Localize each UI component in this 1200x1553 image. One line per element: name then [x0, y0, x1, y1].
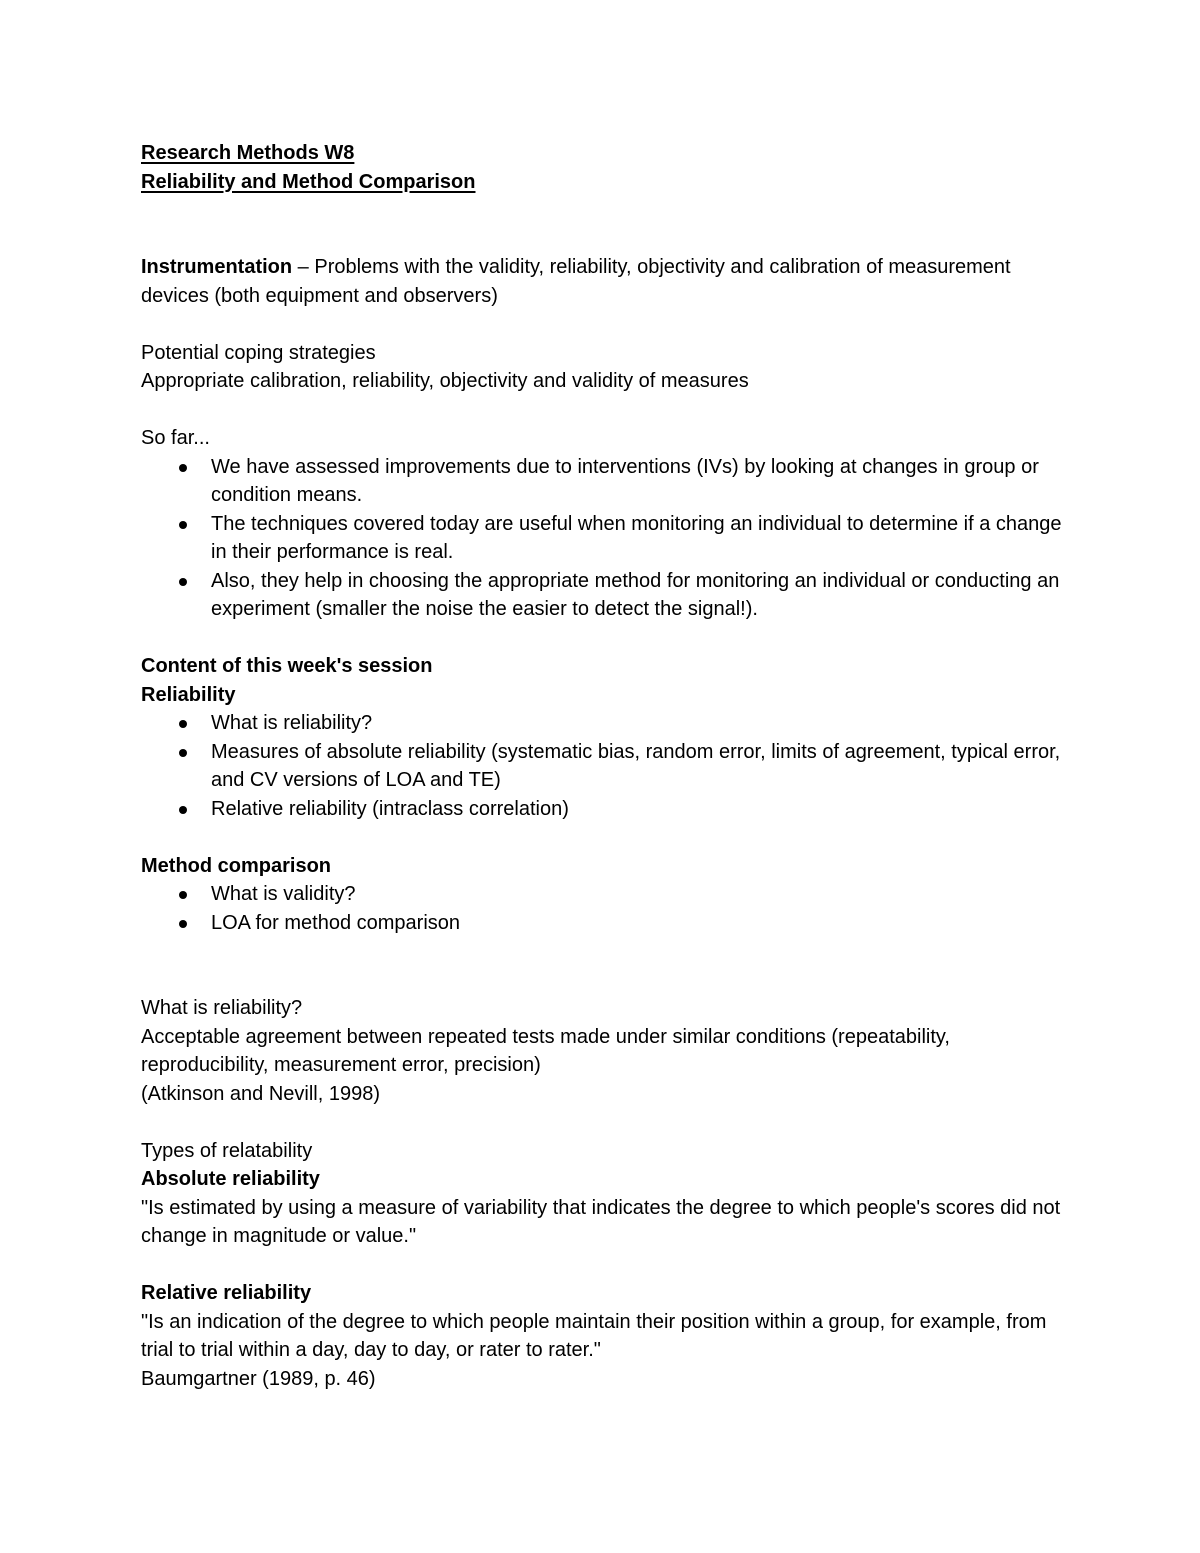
relative-reliability-quote: "Is an indication of the degree to which people maintain their position within a group, for example, from trial to trial within a day, day to day, or rater to rater." [141, 1310, 1047, 1361]
absolute-reliability-heading: Absolute reliability [141, 1168, 320, 1190]
list-item [211, 880, 1071, 909]
so-far-heading: So far... [141, 427, 210, 449]
bullet-icon [179, 464, 187, 472]
bullet-icon [179, 920, 187, 928]
list-item [211, 567, 1071, 624]
list-item-text: LOA for method comparison [211, 911, 461, 934]
absolute-reliability-quote: "Is estimated by using a measure of variability that indicates the degree to which people's scores did not change in magnitude or value." [141, 1196, 1061, 1247]
list-item [211, 738, 1071, 795]
document-title: Research Methods W8 [141, 142, 355, 164]
document-page [141, 139, 1071, 1393]
content-heading: Content of this week's session [141, 655, 433, 677]
list-item-text: The techniques covered today are useful when monitoring an individual to determine if a change in their performance is real. [211, 512, 1062, 563]
list-item [211, 909, 1071, 938]
what-is-reliability-answer: Acceptable agreement between repeated tests made under similar conditions (repeatability, reproducibility, measurement error, precision) [141, 1025, 950, 1076]
bullet-icon [179, 521, 187, 529]
list-item-text: Relative reliability (intraclass correlation) [211, 797, 569, 820]
bullet-icon [179, 749, 187, 757]
reliability-heading: Reliability [141, 683, 236, 706]
bullet-icon [179, 720, 187, 728]
what-is-reliability-question: What is reliability? [141, 997, 303, 1019]
instrumentation-definition: – Problems with the validity, reliability, objectivity and calibration of measurement devices (both equipment and observers) [141, 256, 1011, 307]
bullet-icon [179, 891, 187, 899]
instrumentation-paragraph [141, 253, 1071, 310]
method-comparison-list [141, 880, 1071, 937]
coping-heading: Potential coping strategies [141, 341, 376, 364]
types-heading: Types of relatability [141, 1139, 313, 1162]
list-item-text: Also, they help in choosing the appropriate method for monitoring an individual or conducting an experiment (smaller the noise the easier to detect the signal!). [211, 569, 1060, 620]
list-item-text: We have assessed improvements due to interventions (IVs) by looking at changes in group or condition means. [211, 455, 1039, 506]
list-item-text: What is validity? [211, 883, 356, 905]
what-is-reliability-citation: (Atkinson and Nevill, 1998) [141, 1082, 381, 1105]
instrumentation-term: Instrumentation [141, 256, 293, 278]
bullet-icon [179, 578, 187, 586]
list-item [211, 510, 1071, 567]
list-item [211, 453, 1071, 510]
relative-reliability-citation: Baumgartner (1989, p. 46) [141, 1367, 376, 1390]
list-item-text: Measures of absolute reliability (systematic bias, random error, limits of agreement, typical error, and CV versions of LOA and TE) [211, 740, 1061, 791]
list-item [211, 795, 1071, 824]
bullet-icon [179, 806, 187, 814]
list-item-text: What is reliability? [211, 712, 373, 734]
document-subtitle: Reliability and Method Comparison [141, 170, 476, 193]
method-comparison-heading: Method comparison [141, 854, 332, 877]
reliability-list [141, 709, 1071, 823]
coping-text: Appropriate calibration, reliability, objectivity and validity of measures [141, 370, 749, 392]
so-far-list [141, 453, 1071, 624]
relative-reliability-heading: Relative reliability [141, 1282, 312, 1304]
list-item [211, 709, 1071, 738]
